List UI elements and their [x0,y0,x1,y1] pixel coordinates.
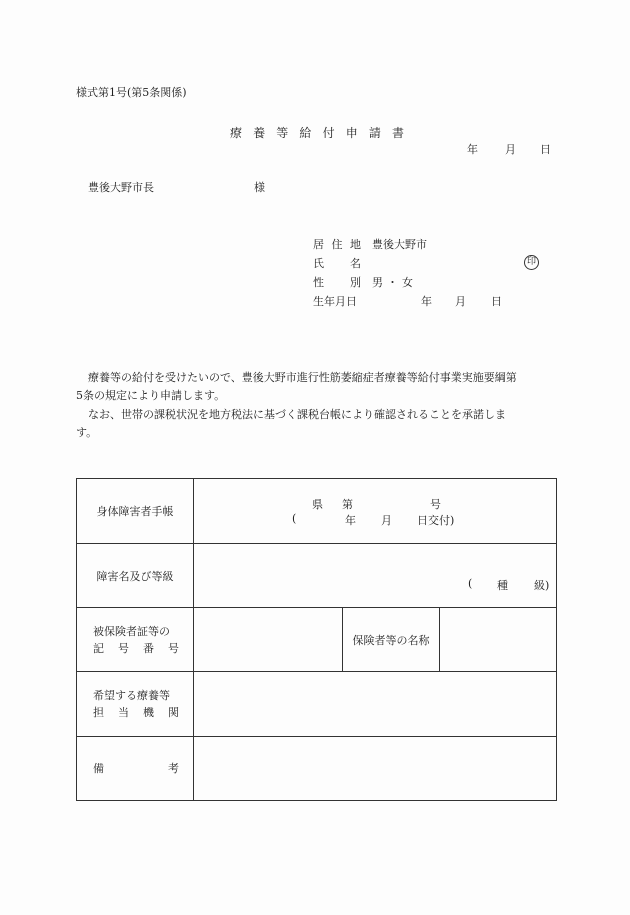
dob-year-label: 年 [421,295,432,308]
form-code: 様式第1号(第5条関係) [76,86,187,99]
sex-label: 性別 [313,276,361,289]
handbook-dai: 第 [342,498,353,511]
handbook-go: 号 [430,498,441,511]
care-institution-cell[interactable] [194,672,557,737]
disability-open-paren: ( [468,577,473,590]
body-para2-line2: す。 [76,426,98,439]
handbook-year: 年 [345,514,356,527]
table-row [77,672,557,737]
sex-options: 男・女 [372,276,417,289]
addressee-honorific: 様 [254,181,265,194]
insurer-name-label: 保険者等の名称 [343,608,440,672]
remarks-label [77,737,194,801]
application-table [76,478,557,801]
dob-label: 生年月日 [313,295,357,308]
remarks-label-text: 備考 [93,762,179,775]
date-year-label: 年 [467,143,478,156]
disability-cell[interactable] [194,544,557,608]
body-para1-line2: 5条の規定により申請します。 [76,389,226,402]
handbook-label: 身体障害者手帳 [77,479,194,544]
handbook-month: 月 [381,514,392,527]
table-row [77,608,557,672]
care-institution-label [77,672,194,737]
table-row [77,737,557,801]
insurer-name-cell[interactable] [440,608,557,672]
date-day-label: 日 [540,143,551,156]
addressee-name: 豊後大野市長 [88,181,154,194]
disability-kyu: 級) [534,579,550,592]
address-label: 居住地 [313,238,361,251]
care-institution-label-line1: 希望する療養等 [93,689,170,702]
dob-day-label: 日 [491,295,502,308]
handbook-ken: 県 [312,498,323,511]
disability-shu: 種 [497,579,508,592]
body-para2-line1: なお、世帯の課税状況を地方税法に基づく課税台帳により確認されることを承諾しま [88,408,506,421]
disability-label: 障害名及び等級 [77,544,194,608]
care-institution-label-line2: 担当機関 [93,706,179,719]
seal-icon: 印 [524,255,539,270]
dob-month-label: 月 [455,295,466,308]
body-para1-line1: 療養等の給付を受けたいので、豊後大野市進行性筋萎縮症者療養等給付事業実施要綱第 [88,371,517,384]
name-label: 氏名 [313,257,361,270]
address-value: 豊後大野市 [372,238,427,251]
insurance-number-label-line2: 記号番号 [93,641,179,655]
handbook-issued-day: 日交付) [417,514,455,527]
insurance-number-label [77,608,194,672]
page-title: 療養等給付申請書 [230,126,404,140]
table-row [77,479,557,544]
handbook-cell[interactable] [194,479,557,544]
table-row [77,544,557,608]
handbook-open-paren: ( [292,512,297,525]
remarks-cell[interactable] [194,737,557,801]
date-month-label: 月 [505,143,516,156]
insurance-number-cell[interactable] [194,608,343,672]
seal-mark [524,254,539,270]
insurance-number-label-line1: 被保険者証等の [93,624,170,638]
